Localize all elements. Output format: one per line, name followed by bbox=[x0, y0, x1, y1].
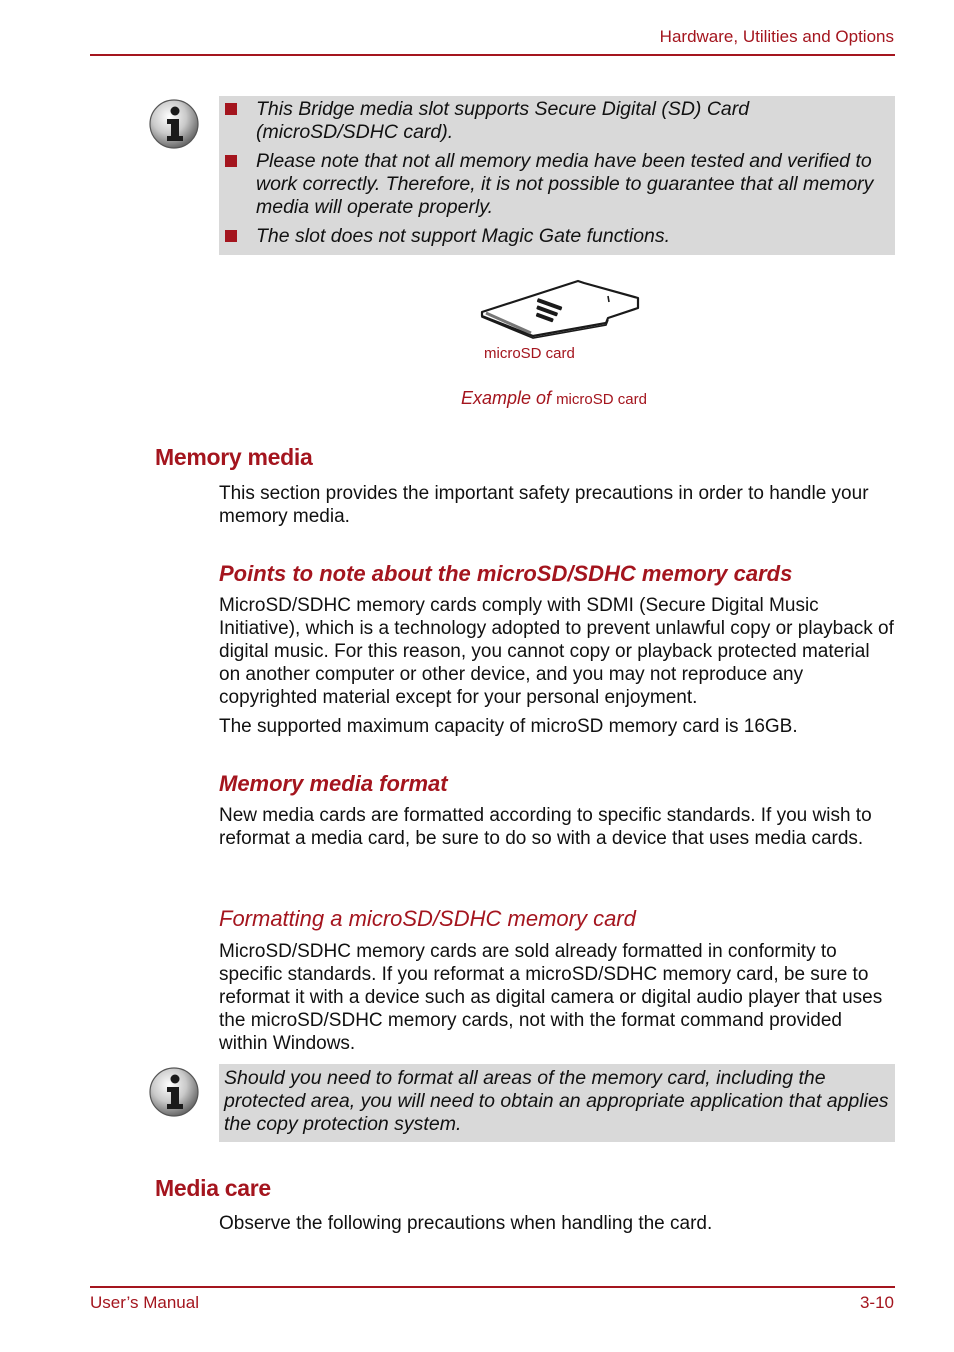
footer-manual-title: User’s Manual bbox=[90, 1293, 199, 1312]
heading-memory-media: Memory media bbox=[155, 444, 313, 470]
info-icon bbox=[148, 1066, 200, 1118]
memory-media-intro: This section provides the important safety precautions in order to handle your memory media. bbox=[219, 483, 869, 527]
header-rule bbox=[90, 54, 895, 56]
media-care-intro: Observe the following precautions when handling the card. bbox=[219, 1213, 713, 1234]
note-item: Please note that not all memory media have been tested and verified to work correctly. Therefore, it is not possible to guarantee that all memory media will operate properly. bbox=[256, 150, 874, 218]
heading-points-to-note: Points to note about the microSD/SDHC memory cards bbox=[219, 561, 793, 586]
format-paragraph: New media cards are formatted according to specific standards. If you wish to reformat a media card, be sure to do so with a device that uses media cards. bbox=[219, 805, 872, 849]
page-number: 3-10 bbox=[859, 1293, 894, 1312]
points-paragraph: MicroSD/SDHC memory cards comply with SDMI (Secure Digital Music Initiative), which is a technology adopted to prevent unlawful copy or playback of digital music. For this reason, you cannot copy or playback protected material on another computer or other device, and you may not reproduce any copyrighted material except for your personal enjoyment. bbox=[219, 595, 894, 708]
note-item: This Bridge media slot supports Secure Digital (SD) Card (microSD/SDHC card). bbox=[256, 98, 750, 143]
formatting-paragraph: MicroSD/SDHC memory cards are sold already formatted in conformity to specific standards. If you reformat a microSD/SDHC memory card, be sure to reformat it with a device such as digital camera or digital audio player that uses the microSD/SDHC memory cards, not with the format command provided within Windows. bbox=[219, 941, 883, 1054]
info-icon bbox=[148, 98, 200, 150]
figure-caption bbox=[461, 388, 647, 409]
heading-media-care: Media care bbox=[155, 1175, 271, 1201]
figure-image-label: microSD card bbox=[484, 345, 575, 362]
note-item: The slot does not support Magic Gate functions. bbox=[256, 225, 671, 247]
bullet-marker bbox=[225, 155, 237, 167]
bullet-marker bbox=[225, 230, 237, 242]
heading-memory-media-format: Memory media format bbox=[219, 771, 448, 796]
figure-caption-prefix: Example of bbox=[461, 388, 552, 408]
points-capacity: The supported maximum capacity of microSD memory card is 16GB. bbox=[219, 716, 798, 737]
bullet-marker bbox=[225, 103, 237, 115]
running-header: Hardware, Utilities and Options bbox=[659, 27, 894, 46]
footer-rule bbox=[90, 1286, 895, 1288]
heading-formatting: Formatting a microSD/SDHC memory card bbox=[219, 906, 636, 931]
note-text: Should you need to format all areas of the memory card, including the protected area, you will need to obtain an appropriate application that applies the copy protection system. bbox=[224, 1067, 889, 1135]
microsd-card-illustration bbox=[478, 278, 642, 340]
figure-caption-suffix: microSD card bbox=[556, 391, 647, 408]
